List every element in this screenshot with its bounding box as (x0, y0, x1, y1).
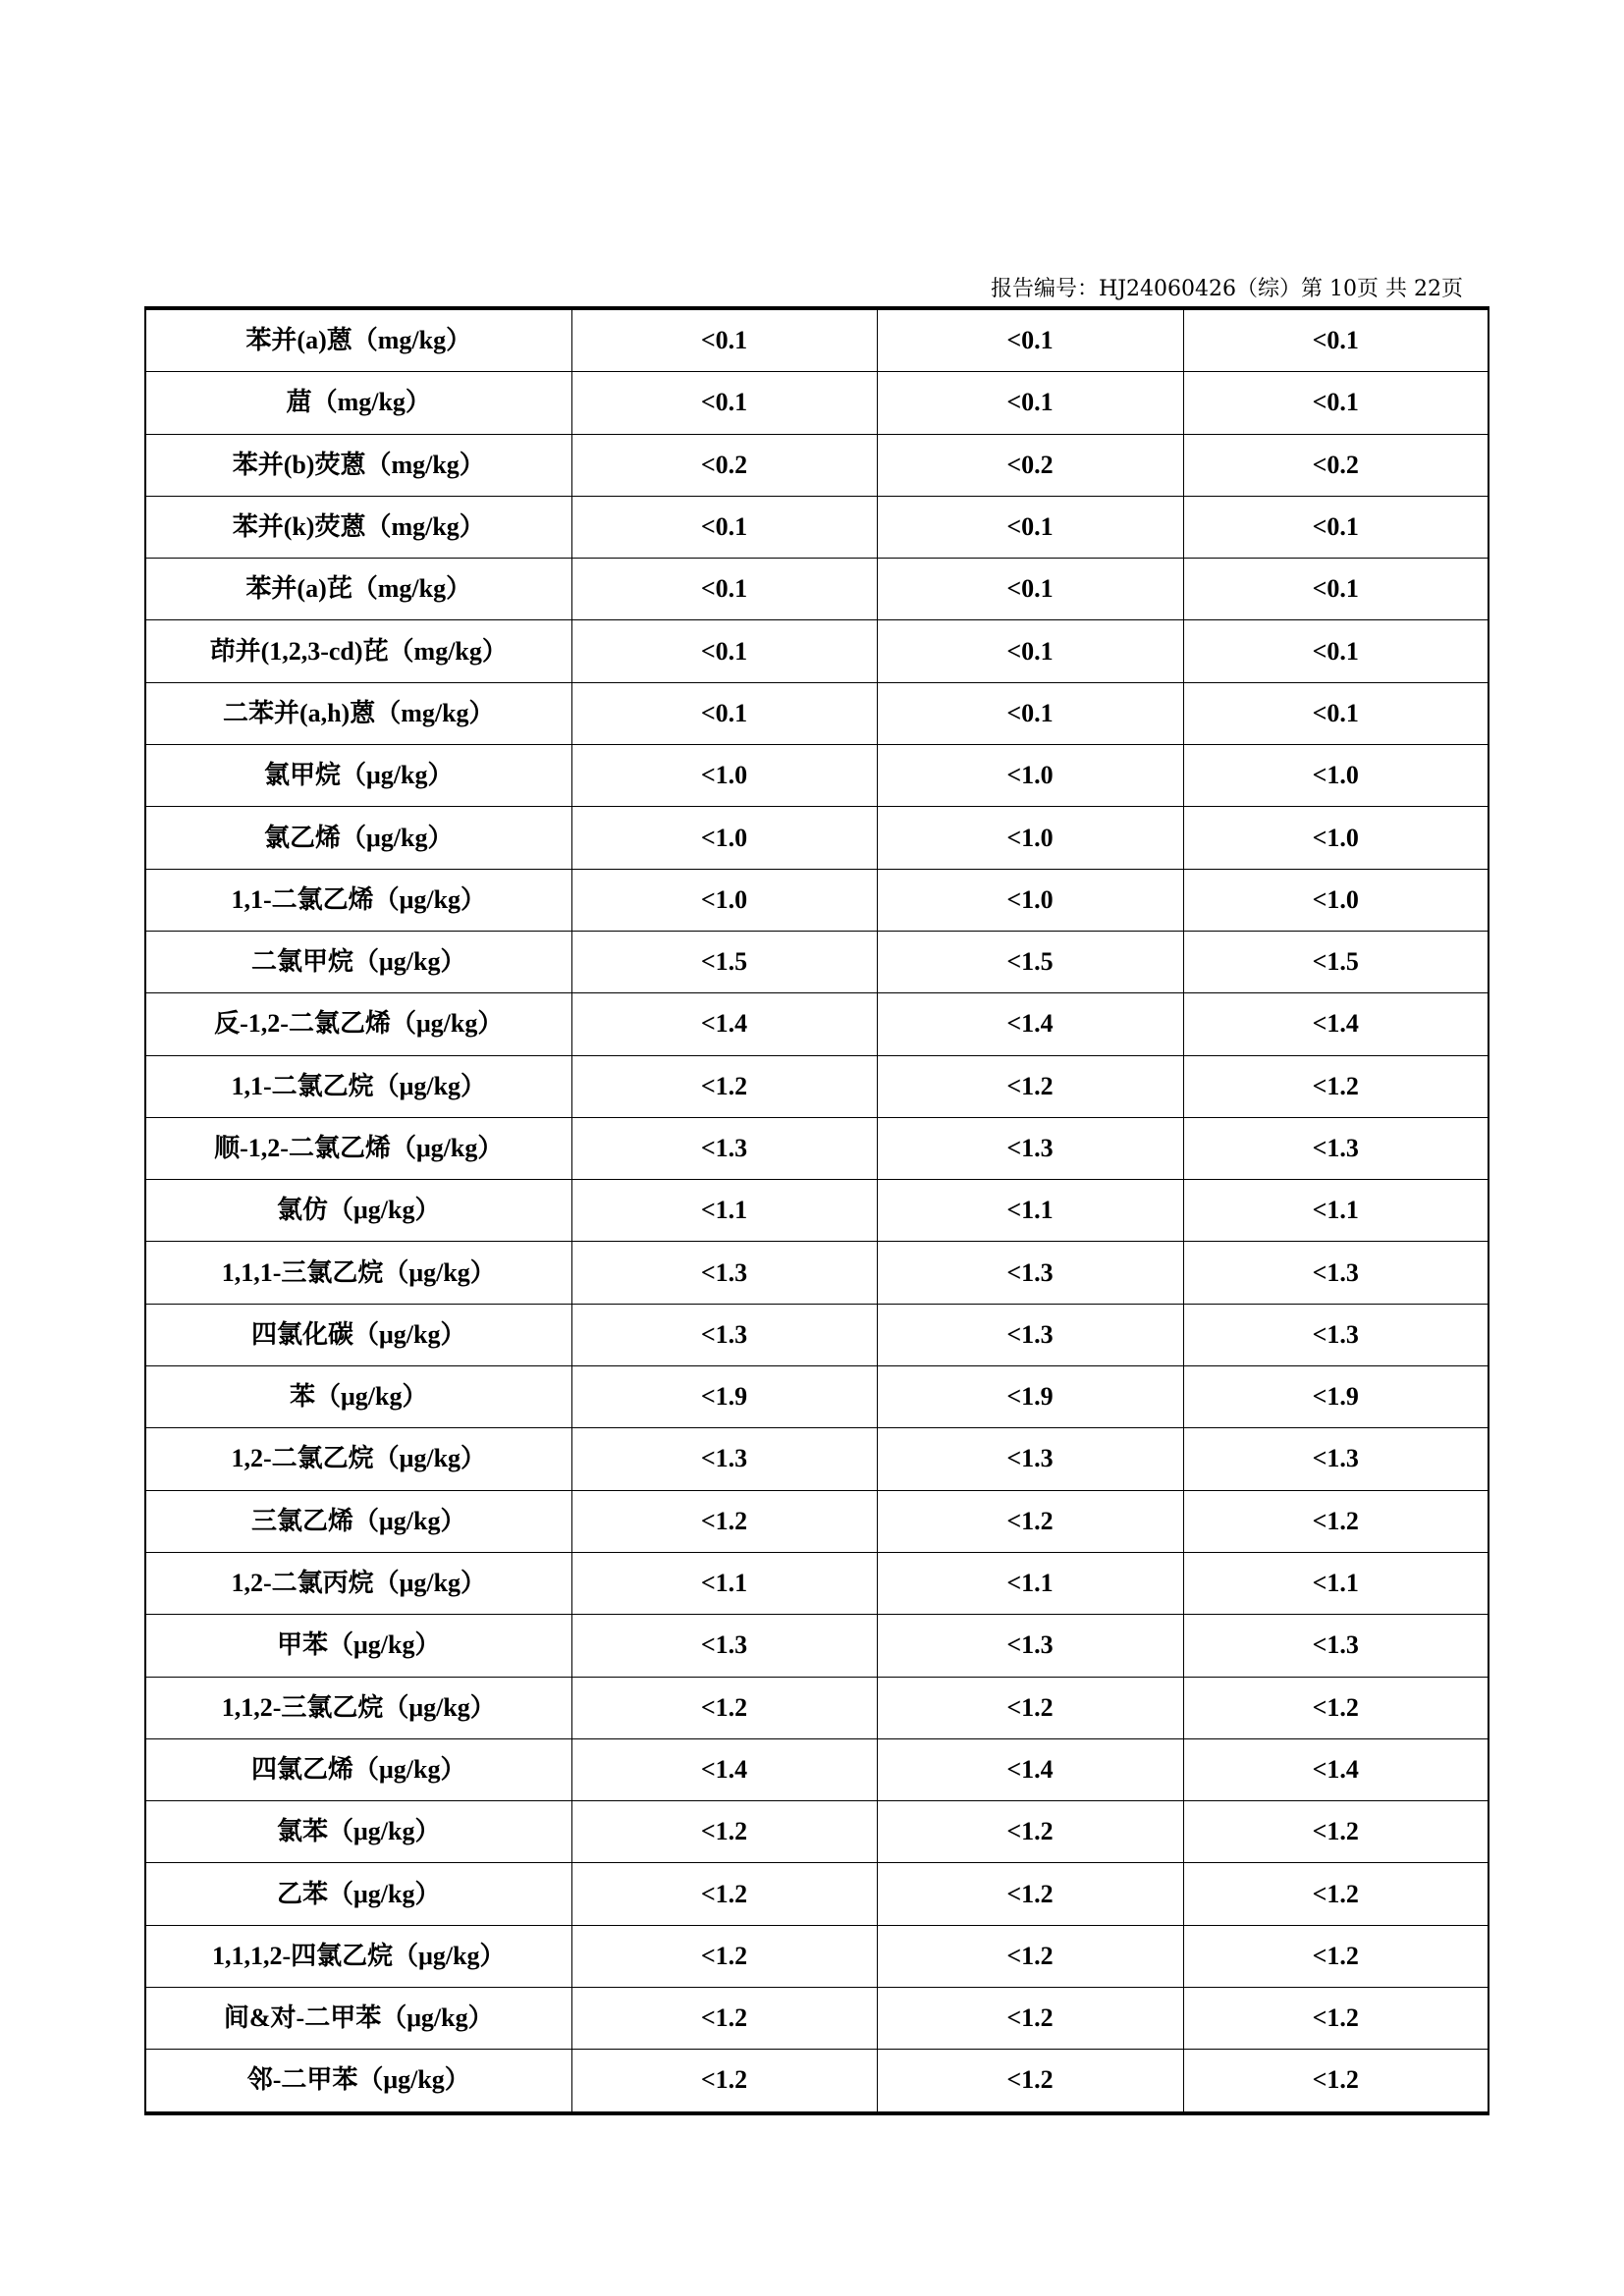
result-value-cell: <1.3 (571, 1304, 877, 1365)
table-row (145, 1801, 1489, 1863)
result-value-cell: <1.9 (877, 1366, 1183, 1428)
result-value-cell: <0.2 (571, 434, 877, 496)
result-value-cell: <1.3 (877, 1615, 1183, 1677)
table-row (145, 807, 1489, 869)
table-row (145, 1490, 1489, 1552)
result-value-cell: <1.4 (571, 993, 877, 1055)
report-number-header: 报告编号：HJ24060426（综）第 10页 共 22页 (991, 277, 1463, 301)
analyte-name-cell: 二苯并(a,h)蒽（mg/kg） (145, 682, 571, 744)
result-value-cell: <1.2 (1183, 1801, 1489, 1863)
analyte-name-cell: 1,2-二氯乙烷（μg/kg） (145, 1428, 571, 1490)
table-row (145, 308, 1489, 372)
table-row (145, 559, 1489, 620)
result-value-cell: <1.4 (877, 993, 1183, 1055)
table-row (145, 1117, 1489, 1179)
table-row (145, 1428, 1489, 1490)
result-value-cell: <1.2 (877, 1490, 1183, 1552)
result-value-cell: <1.3 (571, 1242, 877, 1304)
result-value-cell: <1.3 (877, 1117, 1183, 1179)
result-value-cell: <1.0 (571, 869, 877, 931)
analyte-name-cell: 三氯乙烯（μg/kg） (145, 1490, 571, 1552)
result-value-cell: <0.1 (1183, 559, 1489, 620)
result-value-cell: <1.2 (571, 1925, 877, 1987)
table-row (145, 434, 1489, 496)
result-value-cell: <1.2 (571, 2050, 877, 2113)
analyte-name-cell: 1,1-二氯乙烯（μg/kg） (145, 869, 571, 931)
analyte-name-cell: 顺-1,2-二氯乙烯（μg/kg） (145, 1117, 571, 1179)
result-value-cell: <1.2 (877, 2050, 1183, 2113)
analyte-name-cell: 二氯甲烷（μg/kg） (145, 931, 571, 992)
result-value-cell: <1.2 (571, 1988, 877, 2050)
table-row (145, 1738, 1489, 1800)
result-value-cell: <0.1 (1183, 682, 1489, 744)
table-row (145, 869, 1489, 931)
result-value-cell: <1.2 (1183, 1055, 1489, 1117)
result-value-cell: <1.4 (1183, 993, 1489, 1055)
table-row (145, 1925, 1489, 1987)
result-value-cell: <1.2 (571, 1801, 877, 1863)
analyte-name-cell: 苯并(a)蒽（mg/kg） (145, 308, 571, 372)
analyte-name-cell: 苯并(a)芘（mg/kg） (145, 559, 571, 620)
result-value-cell: <1.2 (571, 1055, 877, 1117)
analyte-name-cell: 1,1,1-三氯乙烷（μg/kg） (145, 1242, 571, 1304)
result-value-cell: <1.2 (1183, 1988, 1489, 2050)
result-value-cell: <0.1 (571, 682, 877, 744)
result-value-cell: <1.0 (1183, 807, 1489, 869)
result-value-cell: <1.3 (1183, 1117, 1489, 1179)
result-value-cell: <0.1 (877, 682, 1183, 744)
result-value-cell: <0.2 (1183, 434, 1489, 496)
table-row (145, 1552, 1489, 1614)
table-row (145, 1366, 1489, 1428)
result-value-cell: <1.1 (877, 1552, 1183, 1614)
result-value-cell: <1.0 (571, 807, 877, 869)
analyte-name-cell: 氯乙烯（μg/kg） (145, 807, 571, 869)
result-value-cell: <1.2 (571, 1677, 877, 1738)
result-value-cell: <1.1 (571, 1180, 877, 1242)
result-value-cell: <1.3 (1183, 1428, 1489, 1490)
result-value-cell: <1.3 (1183, 1242, 1489, 1304)
result-value-cell: <1.2 (1183, 1925, 1489, 1987)
results-table-body (145, 308, 1489, 2113)
result-value-cell: <1.1 (571, 1552, 877, 1614)
analyte-name-cell: 间&对-二甲苯（μg/kg） (145, 1988, 571, 2050)
table-row (145, 2050, 1489, 2113)
analyte-name-cell: 䓛（mg/kg） (145, 372, 571, 434)
table-row (145, 620, 1489, 682)
result-value-cell: <1.3 (877, 1304, 1183, 1365)
result-value-cell: <1.2 (877, 1925, 1183, 1987)
analyte-name-cell: 甲苯（μg/kg） (145, 1615, 571, 1677)
analyte-name-cell: 氯甲烷（μg/kg） (145, 745, 571, 807)
table-row (145, 931, 1489, 992)
analyte-name-cell: 1,1-二氯乙烷（μg/kg） (145, 1055, 571, 1117)
result-value-cell: <0.1 (877, 372, 1183, 434)
table-row (145, 993, 1489, 1055)
result-value-cell: <0.1 (877, 308, 1183, 372)
result-value-cell: <1.3 (571, 1615, 877, 1677)
results-table (144, 306, 1489, 2115)
result-value-cell: <1.4 (877, 1738, 1183, 1800)
result-value-cell: <1.2 (877, 1988, 1183, 2050)
table-row (145, 1180, 1489, 1242)
result-value-cell: <1.1 (1183, 1552, 1489, 1614)
analyte-name-cell: 反-1,2-二氯乙烯（μg/kg） (145, 993, 571, 1055)
analyte-name-cell: 氯仿（μg/kg） (145, 1180, 571, 1242)
result-value-cell: <1.3 (571, 1428, 877, 1490)
analyte-name-cell: 苯并(k)荧蒽（mg/kg） (145, 496, 571, 558)
table-row (145, 496, 1489, 558)
result-value-cell: <0.1 (571, 559, 877, 620)
analyte-name-cell: 1,1,1,2-四氯乙烷（μg/kg） (145, 1925, 571, 1987)
result-value-cell: <1.2 (1183, 2050, 1489, 2113)
result-value-cell: <1.2 (1183, 1490, 1489, 1552)
result-value-cell: <1.2 (571, 1490, 877, 1552)
analyte-name-cell: 1,2-二氯丙烷（μg/kg） (145, 1552, 571, 1614)
result-value-cell: <1.2 (877, 1863, 1183, 1925)
result-value-cell: <0.1 (571, 620, 877, 682)
table-row (145, 372, 1489, 434)
result-value-cell: <0.1 (1183, 308, 1489, 372)
result-value-cell: <1.0 (877, 745, 1183, 807)
result-value-cell: <1.3 (1183, 1615, 1489, 1677)
result-value-cell: <1.1 (1183, 1180, 1489, 1242)
result-value-cell: <1.0 (877, 869, 1183, 931)
table-row (145, 745, 1489, 807)
analyte-name-cell: 四氯化碳（μg/kg） (145, 1304, 571, 1365)
table-row (145, 1677, 1489, 1738)
result-value-cell: <1.5 (1183, 931, 1489, 992)
result-value-cell: <1.2 (877, 1801, 1183, 1863)
result-value-cell: <1.3 (877, 1428, 1183, 1490)
result-value-cell: <1.3 (571, 1117, 877, 1179)
result-value-cell: <0.1 (571, 372, 877, 434)
result-value-cell: <0.1 (877, 559, 1183, 620)
analyte-name-cell: 邻-二甲苯（μg/kg） (145, 2050, 571, 2113)
analyte-name-cell: 氯苯（μg/kg） (145, 1801, 571, 1863)
table-row (145, 1988, 1489, 2050)
result-value-cell: <1.2 (877, 1055, 1183, 1117)
result-value-cell: <0.1 (1183, 620, 1489, 682)
result-value-cell: <1.2 (1183, 1677, 1489, 1738)
analyte-name-cell: 苯（μg/kg） (145, 1366, 571, 1428)
result-value-cell: <1.5 (877, 931, 1183, 992)
table-row (145, 1615, 1489, 1677)
result-value-cell: <1.3 (1183, 1304, 1489, 1365)
result-value-cell: <1.5 (571, 931, 877, 992)
result-value-cell: <0.1 (1183, 372, 1489, 434)
result-value-cell: <1.3 (877, 1242, 1183, 1304)
result-value-cell: <0.1 (571, 496, 877, 558)
result-value-cell: <1.9 (571, 1366, 877, 1428)
analyte-name-cell: 1,1,2-三氯乙烷（μg/kg） (145, 1677, 571, 1738)
result-value-cell: <0.1 (571, 308, 877, 372)
result-value-cell: <1.1 (877, 1180, 1183, 1242)
result-value-cell: <0.2 (877, 434, 1183, 496)
table-row (145, 1863, 1489, 1925)
result-value-cell: <0.1 (877, 620, 1183, 682)
analyte-name-cell: 乙苯（μg/kg） (145, 1863, 571, 1925)
result-value-cell: <1.0 (1183, 745, 1489, 807)
result-value-cell: <1.2 (877, 1677, 1183, 1738)
result-value-cell: <0.1 (1183, 496, 1489, 558)
result-value-cell: <1.2 (571, 1863, 877, 1925)
result-value-cell: <1.0 (571, 745, 877, 807)
analyte-name-cell: 四氯乙烯（μg/kg） (145, 1738, 571, 1800)
table-row (145, 682, 1489, 744)
result-value-cell: <1.0 (1183, 869, 1489, 931)
analyte-name-cell: 苯并(b)荧蒽（mg/kg） (145, 434, 571, 496)
analyte-name-cell: 茚并(1,2,3-cd)芘（mg/kg） (145, 620, 571, 682)
result-value-cell: <1.2 (1183, 1863, 1489, 1925)
table-row (145, 1242, 1489, 1304)
result-value-cell: <1.9 (1183, 1366, 1489, 1428)
result-value-cell: <1.4 (1183, 1738, 1489, 1800)
result-value-cell: <1.4 (571, 1738, 877, 1800)
table-row (145, 1304, 1489, 1365)
table-row (145, 1055, 1489, 1117)
result-value-cell: <1.0 (877, 807, 1183, 869)
result-value-cell: <0.1 (877, 496, 1183, 558)
